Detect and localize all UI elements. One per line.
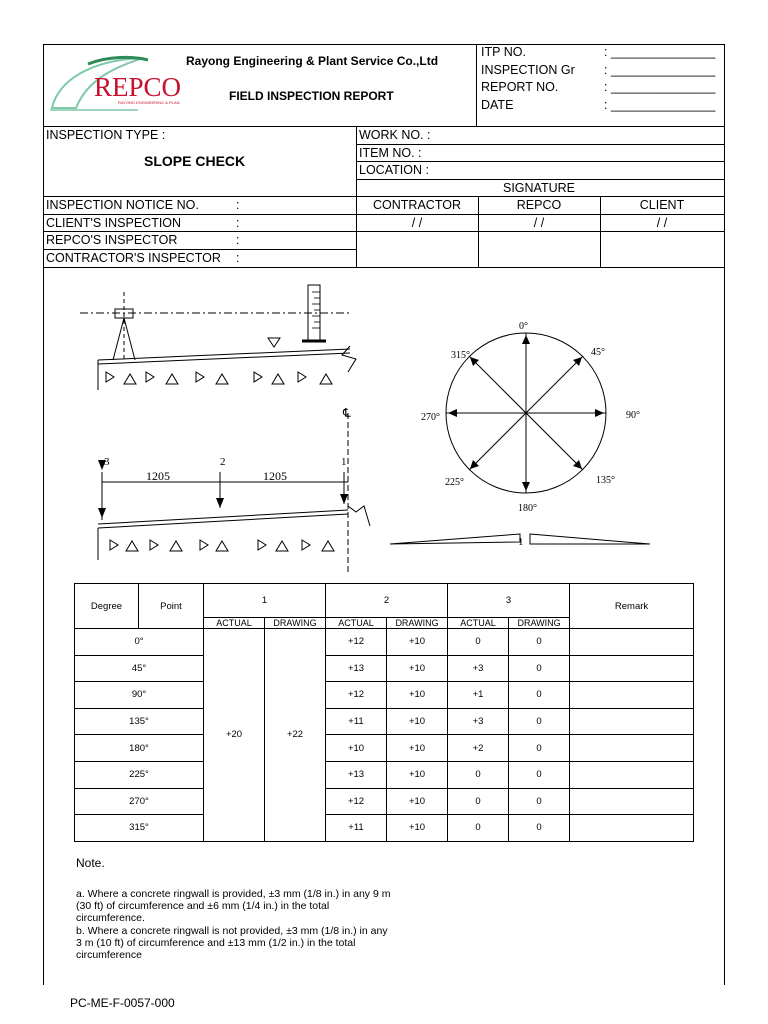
actual-header: ACTUAL <box>204 618 265 629</box>
itp-no-label: ITP NO. <box>481 45 526 59</box>
value-cell[interactable]: +3 <box>448 708 509 735</box>
value-cell[interactable]: 0 <box>448 788 509 815</box>
signature-label: SIGNATURE <box>503 181 575 195</box>
table-row <box>75 761 694 788</box>
table-row <box>75 735 694 762</box>
drawing-header: DRAWING <box>265 618 326 629</box>
drawing-header: DRAWING <box>387 618 448 629</box>
separator: : <box>236 251 240 265</box>
repco-logo <box>48 52 180 112</box>
angle-180-label: 180° <box>518 503 537 514</box>
separator: : <box>236 233 240 247</box>
grid-line <box>356 161 724 162</box>
point-1-header: 1 <box>204 584 326 618</box>
value-cell[interactable]: +11 <box>326 708 387 735</box>
value-cell[interactable]: 0 <box>509 815 570 842</box>
p1-drawing[interactable]: +22 <box>265 629 326 842</box>
remark-cell[interactable] <box>570 815 694 842</box>
value-cell[interactable]: 0 <box>509 735 570 762</box>
company-name: Rayong Engineering & Plant Service Co.,Ltd <box>186 54 439 68</box>
value-cell[interactable]: +10 <box>387 708 448 735</box>
point-2-header: 2 <box>326 584 448 618</box>
note-b: b. Where a concrete ringwall is not provided, ±3 mm (1/8 in.) in any 3 m (10 ft) of circumference and ±13 mm (1/2 in.) in the total circumference <box>76 925 388 961</box>
slope-data-table <box>74 583 694 842</box>
grid-line <box>43 196 724 197</box>
remark-header: Remark <box>570 584 694 629</box>
value-cell[interactable]: +10 <box>387 815 448 842</box>
itp-no-sep: : <box>604 45 608 59</box>
date-label: DATE <box>481 98 514 112</box>
angle-0-label: 0° <box>519 321 528 332</box>
value-cell[interactable]: +12 <box>326 629 387 656</box>
remark-cell[interactable] <box>570 788 694 815</box>
grid-line <box>356 144 724 145</box>
table-row <box>75 682 694 709</box>
form-number: PC-ME-F-0057-000 <box>70 996 175 1010</box>
value-cell[interactable]: +10 <box>387 735 448 762</box>
drawing-header: DRAWING <box>509 618 570 629</box>
point-3-header: 3 <box>448 584 570 618</box>
dimension-2: 1205 <box>263 469 287 483</box>
value-cell[interactable]: +12 <box>326 682 387 709</box>
remark-cell[interactable] <box>570 761 694 788</box>
value-cell[interactable]: +2 <box>448 735 509 762</box>
table-row <box>75 788 694 815</box>
value-cell[interactable]: +13 <box>326 761 387 788</box>
angle-90-label: 90° <box>626 410 640 421</box>
report-no-label: REPORT NO. <box>481 80 559 94</box>
table-row <box>75 708 694 735</box>
remark-cell[interactable] <box>570 708 694 735</box>
degree-cell: 45° <box>75 655 204 682</box>
inspection-notice-label: INSPECTION NOTICE NO. <box>46 198 199 212</box>
dimension-1: 1205 <box>146 469 170 483</box>
header-vertical-divider <box>476 44 477 126</box>
table-row <box>75 815 694 842</box>
degree-cell: 90° <box>75 682 204 709</box>
value-cell[interactable]: 0 <box>509 788 570 815</box>
repco-date[interactable]: / / <box>533 216 545 230</box>
svg-text:REPCO: REPCO <box>94 72 180 102</box>
angle-45-label: 45° <box>591 347 605 358</box>
separator: : <box>236 198 240 212</box>
slope-diagrams <box>80 280 680 580</box>
value-cell[interactable]: +10 <box>326 735 387 762</box>
date-sep: : <box>604 98 608 112</box>
value-cell[interactable]: +13 <box>326 655 387 682</box>
client-date[interactable]: / / <box>656 216 668 230</box>
value-cell[interactable]: 0 <box>509 655 570 682</box>
inspection-type-value: SLOPE CHECK <box>144 153 246 169</box>
value-cell[interactable]: +11 <box>326 815 387 842</box>
value-cell[interactable]: +3 <box>448 655 509 682</box>
contractor-date[interactable]: / / <box>411 216 423 230</box>
table-row <box>75 655 694 682</box>
actual-header: ACTUAL <box>326 618 387 629</box>
angle-315-label: 315° <box>451 350 470 361</box>
location-label: LOCATION : <box>359 163 429 177</box>
info-divider <box>356 126 357 268</box>
grid-line <box>43 267 724 268</box>
svg-text:RAYONG ENGINEERING & PLANT SER: RAYONG ENGINEERING & PLAN <box>118 100 180 105</box>
p1-actual[interactable]: +20 <box>204 629 265 842</box>
repco-column: REPCO <box>516 198 562 212</box>
itp-no-field[interactable]: _______________ <box>611 45 716 59</box>
date-field[interactable]: _______________ <box>611 98 716 112</box>
point-1-label: 1 <box>341 456 347 468</box>
point-2-label: 2 <box>220 456 226 468</box>
header-divider <box>43 126 724 127</box>
value-cell[interactable]: +10 <box>387 682 448 709</box>
value-cell[interactable]: 0 <box>509 629 570 656</box>
grid-line <box>356 179 724 180</box>
degree-cell: 315° <box>75 815 204 842</box>
value-cell[interactable]: 0 <box>448 629 509 656</box>
value-cell[interactable]: +10 <box>387 629 448 656</box>
separator: : <box>236 216 240 230</box>
remark-cell[interactable] <box>570 629 694 656</box>
work-no-label: WORK NO. : <box>359 128 431 142</box>
degree-cell: 180° <box>75 735 204 762</box>
value-cell[interactable]: +10 <box>387 761 448 788</box>
item-no-label: ITEM NO. : <box>359 146 422 160</box>
angle-270-label: 270° <box>421 412 440 423</box>
actual-header: ACTUAL <box>448 618 509 629</box>
value-cell[interactable]: 0 <box>509 761 570 788</box>
inspection-gr-label: INSPECTION Gr <box>481 63 575 77</box>
remark-cell[interactable] <box>570 735 694 762</box>
inspection-gr-field[interactable]: _______________ <box>611 63 716 77</box>
angle-225-label: 225° <box>445 477 464 488</box>
value-cell[interactable]: 0 <box>448 815 509 842</box>
degree-cell: 135° <box>75 708 204 735</box>
angle-135-label: 135° <box>596 475 615 486</box>
grid-line <box>43 231 724 232</box>
degree-header: Degree <box>75 584 139 629</box>
contractor-inspector-label: CONTRACTOR'S INSPECTOR <box>46 251 221 265</box>
value-cell[interactable]: +1 <box>448 682 509 709</box>
inspection-type-label: INSPECTION TYPE : <box>46 128 166 142</box>
repco-inspector-label: REPCO'S INSPECTOR <box>46 233 178 247</box>
value-cell[interactable]: 0 <box>509 682 570 709</box>
point-3-label: 3 <box>104 456 110 468</box>
remark-cell[interactable] <box>570 655 694 682</box>
grid-line <box>43 214 724 215</box>
centerline-symbol: ℄ <box>343 406 351 420</box>
report-title: FIELD INSPECTION REPORT <box>229 89 394 103</box>
table-row <box>75 629 694 656</box>
degree-cell: 270° <box>75 788 204 815</box>
client-column: CLIENT <box>639 198 685 212</box>
note-a: a. Where a concrete ringwall is provided, ±3 mm (1/8 in.) in any 9 m (30 ft) of circumference and ±6 mm (1/4 in.) in the total circumference. <box>76 888 391 924</box>
degree-cell: 225° <box>75 761 204 788</box>
clients-inspection-label: CLIENT'S INSPECTION <box>46 216 182 230</box>
inspection-gr-sep: : <box>604 63 608 77</box>
notes-title: Note. <box>76 856 105 870</box>
remark-cell[interactable] <box>570 682 694 709</box>
value-cell[interactable]: +12 <box>326 788 387 815</box>
report-no-sep: : <box>604 80 608 94</box>
degree-cell: 0° <box>75 629 204 656</box>
contractor-column: CONTRACTOR <box>373 198 461 212</box>
report-no-field[interactable]: _______________ <box>611 80 716 94</box>
point-header: Point <box>139 584 204 629</box>
slope-ratio-label: 1 <box>518 536 524 548</box>
value-cell[interactable]: +10 <box>387 655 448 682</box>
value-cell[interactable]: +10 <box>387 788 448 815</box>
value-cell[interactable]: 0 <box>448 761 509 788</box>
grid-line <box>43 249 356 250</box>
value-cell[interactable]: 0 <box>509 708 570 735</box>
